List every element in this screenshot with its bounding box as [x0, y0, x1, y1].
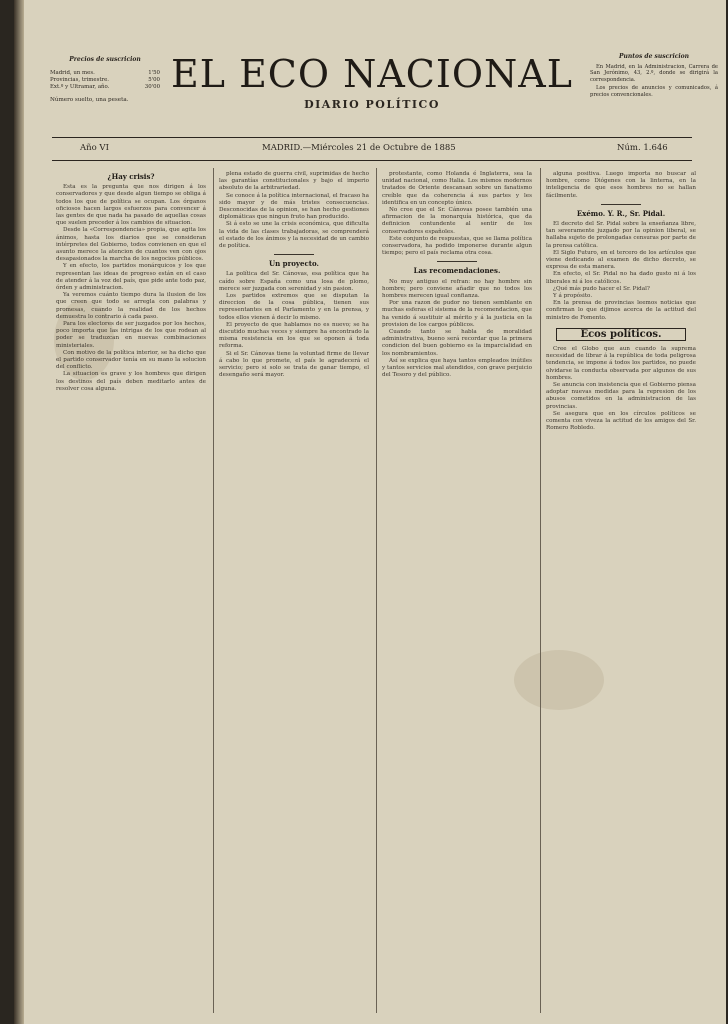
article-paragraph: Este conjunto de respuestas, que se llama política conservadora, ha podido imponerse durante algun tiempo; pero el país reclama otra cosa. — [382, 235, 532, 257]
column-2 — [219, 168, 369, 1013]
article-paragraph: Desde la «Correspondencia» propia, que agita los ánimos, hasta los diarios que se consideran intérpretes del Gobierno, todos convienen en que el asunto merece la atencion de cuantos ven con ojos desapasionados la marcha de los negocios públicos. — [56, 227, 206, 263]
article-paragraph: Esta es la pregunta que nos dirigen á los conservadores y que desde algun tiempo se obliga á todos los que de política se ocupan. Los órganos oficiosos hacen largos esfuerzos para convencer á las gentes de que nada ha pasado de aquellas cosas que suelen preceder á los cambios de situacion. — [56, 184, 206, 227]
article-paragraph: El proyecto de que hablamos no es nuevo; se ha discutido muchas veces y siempre ha encontrado la misma resistencia en los que se oponen á toda reforma. — [219, 321, 369, 350]
article-headline: Un proyecto. — [269, 259, 319, 269]
article-paragraph: Si el Sr. Cánovas tiene la voluntad firme de llevar á cabo lo que promete, el país le agradecerá el servicio; pero si solo se trata de ganar tiempo, el desengaño será mayor. — [219, 350, 369, 379]
year-label: Año VI — [80, 143, 109, 153]
article-paragraph: La política del Sr. Cánovas, esa política que ha caído sobre España como una losa de plomo, merece ser juzgada con serenidad y sin pasion. — [219, 271, 369, 292]
article-paragraph: Por una razon de pudor no tienen semblante en muchas esferas el sistema de la recomendacion, que ha venido á sustituir al mérito y á la justicia en la provision de los cargos públicos. — [382, 300, 532, 328]
article-paragraph: Así se explica que haya tantos empleados inútiles y tantos servicios mal atendidos, con grave perjuicio del Tesoro y del público. — [382, 357, 532, 379]
article-paragraph: Y á propósito. — [553, 293, 593, 300]
article-paragraph: No cree que el Sr. Cánovas posee también una afirmacion de la monarquía histórica, que da definicion contundente al sentir de los conservadores españoles. — [382, 207, 532, 235]
article-paragraph: Con motivo de la política interior, se ha dicho que el partido conservador tenía en su mano la solucion del conflicto. — [56, 349, 206, 371]
article-paragraph: Y en efecto, los partidos monárquicos y los que representan las ideas de progreso están en el caso de atender á la voz del país, que pide ante todo paz, órden y administracion. — [56, 263, 206, 292]
article-paragraph: En efecto, el Sr. Pidal no ha dado gusto ni á los liberales ni á los católicos. — [546, 271, 696, 285]
newspaper-page — [14, 0, 726, 1024]
article-paragraph: Si á esto se une la crisis económica, que dificulta la vida de las clases trabajadoras, se comprenderá el estado de los ánimos y la necesidad de un cambio de política. — [219, 221, 369, 250]
section-rule — [437, 261, 477, 262]
article-headline: Exémo. Y. R., Sr. Pidal. — [576, 208, 666, 218]
newspaper-title: EL ECO NACIONAL — [171, 52, 573, 96]
points-header: Puntos de suscricion — [618, 53, 690, 60]
article-paragraph: Los partidos extremos que se disputan la direccion de la cosa pública, tienen sus representantes en el Parlamento y en la prensa, y todos ellos vienen á decir lo mismo. — [219, 293, 369, 321]
column-divider — [213, 168, 214, 1013]
prices-header: Precios de suscricion — [69, 56, 141, 63]
dateline — [52, 137, 692, 161]
article-paragraph: Cuando tanto se habla de moralidad administrativa, bueno será recordar que la primera condicion del buen gobierno es la imparcialidad en los nombramientos. — [382, 329, 532, 357]
section-rule — [601, 204, 641, 205]
newspaper-subtitle: DIARIO POLÍTICO — [304, 98, 440, 111]
subscription-points — [590, 54, 718, 101]
subscription-prices — [50, 56, 160, 104]
article-paragraph: ¿Qué más pudo hacer el Sr. Pidal? — [553, 285, 650, 292]
column-4 — [546, 168, 696, 1013]
article-paragraph: La situacion es grave y los hombres que dirigen los destinos del país deben meditarlo antes de resolver cosa alguna. — [56, 371, 206, 392]
article-paragraph: Cree el Globo que aun cuando la suprema necesidad de librar á la república de toda peligrosa tendencia, se impone á todos los partidos, no puede olvidarse la conducta observada por algunos de sus hombres. — [546, 346, 696, 381]
article-paragraph: Se conoce á la política internacional, el fracaso ha sido mayor y de más tristes consecuencias. Desconocidas de la opinion, se han hecho gestiones diplomáticas que ningun fruto han producido. — [219, 192, 369, 221]
column-divider — [540, 168, 541, 1013]
column-1 — [56, 168, 206, 1013]
price-row: Ext.º y Ultramar, año. 30'00 — [50, 84, 160, 90]
column-divider — [376, 168, 377, 1013]
article-paragraph: No muy antiguo el refran: no hay hombre sin hombre; pero conviene añadir que no todos los hombres merecen igual confianza. — [382, 278, 532, 300]
article-headline: ¿Hay crisis? — [107, 172, 155, 181]
article-paragraph: Para los electores de ser juzgados por los hechos, poco importa que las intrigas de los que rodean al poder se traduzcan en nuevas combinaciones ministeriales. — [56, 321, 206, 349]
article-paragraph: protestante, como Holanda é Inglaterra, sea la unidad nacional, como Italia. Los mismos modernos tratados de Oriente descansan sobre un fanatismo creíble que da coherencia á sus partes y les identifica en un concepto único. — [382, 171, 532, 206]
article-paragraph: Se asegura que en los círculos políticos se comenta con viveza la actitud de los amigos del Sr. Romero Robledo. — [546, 410, 696, 432]
masthead — [24, 0, 726, 140]
issue-number: Núm. 1.646 — [617, 143, 668, 153]
price-row: Provincias, trimestre. 5'00 — [50, 77, 160, 83]
column-3 — [382, 168, 532, 1013]
place-date: MADRID.—Miércoles 21 de Octubre de 1885 — [262, 143, 456, 153]
single-number-price: Número suelto, una peseta. — [50, 97, 129, 103]
article-paragraph: Ya veremos cuánto tiempo dura la ilusion de los que creen que todo se arregla con palabras y promesas, cuando la realidad de los hechos demuestra lo contrario á cada paso. — [56, 292, 206, 320]
article-paragraph: El decreto del Sr. Pidal sobre la enseñanza libre, tan severamente juzgado por la opinion liberal, se hallaba sujeto de prolongadas censuras por parte de la prensa católica. — [546, 221, 696, 249]
article-paragraph: Se anuncia con insistencia que el Gobierno piensa adoptar nuevas medidas para la represion de los abusos cometidos en la administracion de las provincias. — [546, 382, 696, 410]
article-paragraph: alguna positiva. Luego importa no buscar al hombre, como Diógenes con la linterna, en la inteligencia de que esos hombres no se hallan fácilmente. — [546, 171, 696, 199]
article-paragraph: En la prensa de provincias leemos noticias que confirman lo que dijimos acerca de la actitud del ministro de Fomento. — [546, 300, 696, 321]
article-headline: Las recomendaciones. — [413, 266, 501, 276]
points-text: En Madrid, en la Administracion, Carrera de San Jerónimo, 43, 2.º, donde se dirigirá la correspondencia. — [590, 63, 718, 83]
section-box-headline: Ecos políticos. — [556, 328, 686, 341]
price-row: Madrid, un mes. 1'50 — [50, 70, 160, 76]
article-columns — [56, 168, 696, 1013]
points-text: Los precios de anuncios y comunicados, á precios convencionales. — [590, 85, 718, 98]
page-binding — [14, 0, 24, 1024]
section-rule — [274, 254, 314, 255]
article-paragraph: plena estado de guerra civil, suprimidas de hecho las garantías constitucionales y bajo el imperio absoluto de la arbitrariedad. — [219, 171, 369, 192]
article-paragraph: El Siglo Futuro, en el tercero de los artículos que viene dedicando al examen de dicho decreto, se expresa de esta manera. — [546, 249, 696, 271]
